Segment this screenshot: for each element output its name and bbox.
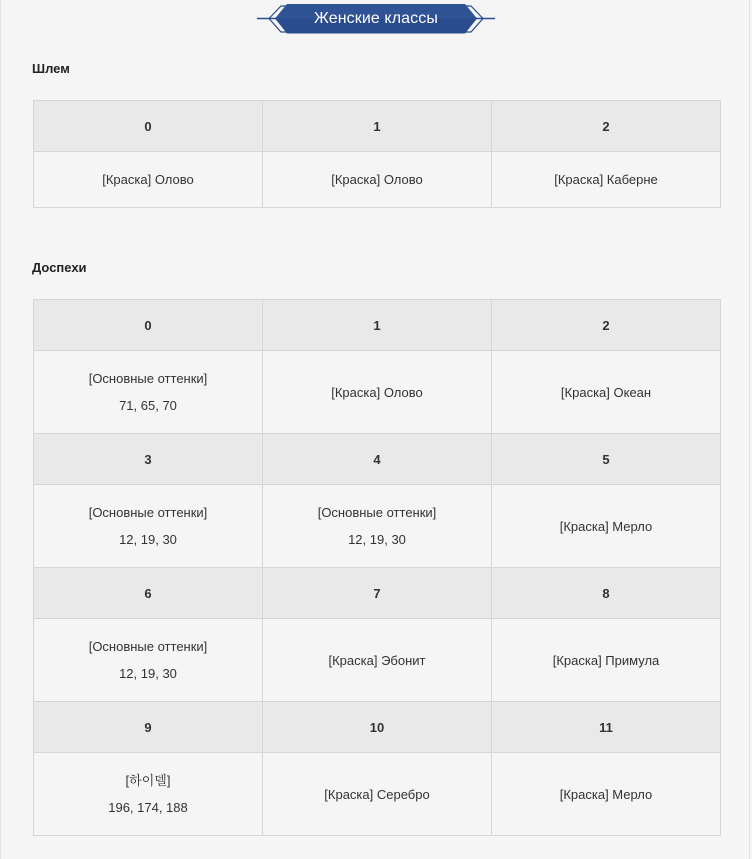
cell-rgb: 71, 65, 70 [119,398,177,413]
table-row [34,485,721,568]
header-cell: 1 [263,101,492,152]
cell-rgb: 12, 19, 30 [119,666,177,681]
value-cell [492,485,721,568]
helmet-section-title: Шлем [32,61,70,76]
header-cell: 11 [492,702,721,753]
cell-rgb: 12, 19, 30 [348,532,406,547]
header-cell: 10 [263,702,492,753]
table-row [34,619,721,702]
value-cell [263,351,492,434]
value-cell [263,485,492,568]
cell-text: [Краска] Примула [552,652,660,668]
banner-title: Женские классы [314,10,438,27]
header-cell: 0 [34,101,263,152]
header-cell: 7 [263,568,492,619]
header-cell: 4 [263,434,492,485]
cell-text: [Краска] Серебро [324,786,430,802]
value-cell [263,619,492,702]
value-cell [263,152,492,208]
table-header-row [34,300,721,351]
value-cell [492,619,721,702]
table-header-row [34,568,721,619]
value-cell [492,351,721,434]
table-header-row [34,702,721,753]
header-cell: 5 [492,434,721,485]
value-cell [34,619,263,702]
cell-text: [Краска] Олово [102,172,194,187]
header-cell: 6 [34,568,263,619]
value-cell [34,485,263,568]
cell-text: [Основные оттенки] [88,639,208,654]
helmet-table [33,100,721,208]
section-banner [257,3,495,35]
value-cell [34,753,263,836]
header-cell: 8 [492,568,721,619]
table-row [34,351,721,434]
cell-text: [Краска] Мерло [559,786,653,802]
value-cell [492,152,721,208]
cell-rgb: 196, 174, 188 [108,800,188,815]
armor-table [33,299,721,836]
value-cell [263,753,492,836]
cell-rgb: 12, 19, 30 [119,532,177,547]
value-cell [492,753,721,836]
armor-section-title: Доспехи [32,260,87,275]
header-cell: 0 [34,300,263,351]
header-cell: 2 [492,300,721,351]
cell-text: [Краска] Мерло [559,518,653,534]
header-cell: 3 [34,434,263,485]
table-header-row [34,434,721,485]
cell-text: [하이델] [125,773,171,788]
cell-text: [Краска] Олово [331,172,423,187]
cell-text: [Краска] Каберне [554,172,658,187]
cell-text: [Краска] Эбонит [328,652,426,668]
value-cell [34,152,263,208]
value-cell [34,351,263,434]
header-cell: 2 [492,101,721,152]
header-cell: 9 [34,702,263,753]
cell-text: [Краска] Олово [331,384,423,400]
table-row [34,753,721,836]
cell-text: [Основные оттенки] [317,505,437,520]
cell-text: [Основные оттенки] [88,371,208,386]
cell-text: [Краска] Океан [560,384,652,400]
cell-text: [Основные оттенки] [88,505,208,520]
table-header-row [34,101,721,152]
table-row [34,152,721,208]
header-cell: 1 [263,300,492,351]
